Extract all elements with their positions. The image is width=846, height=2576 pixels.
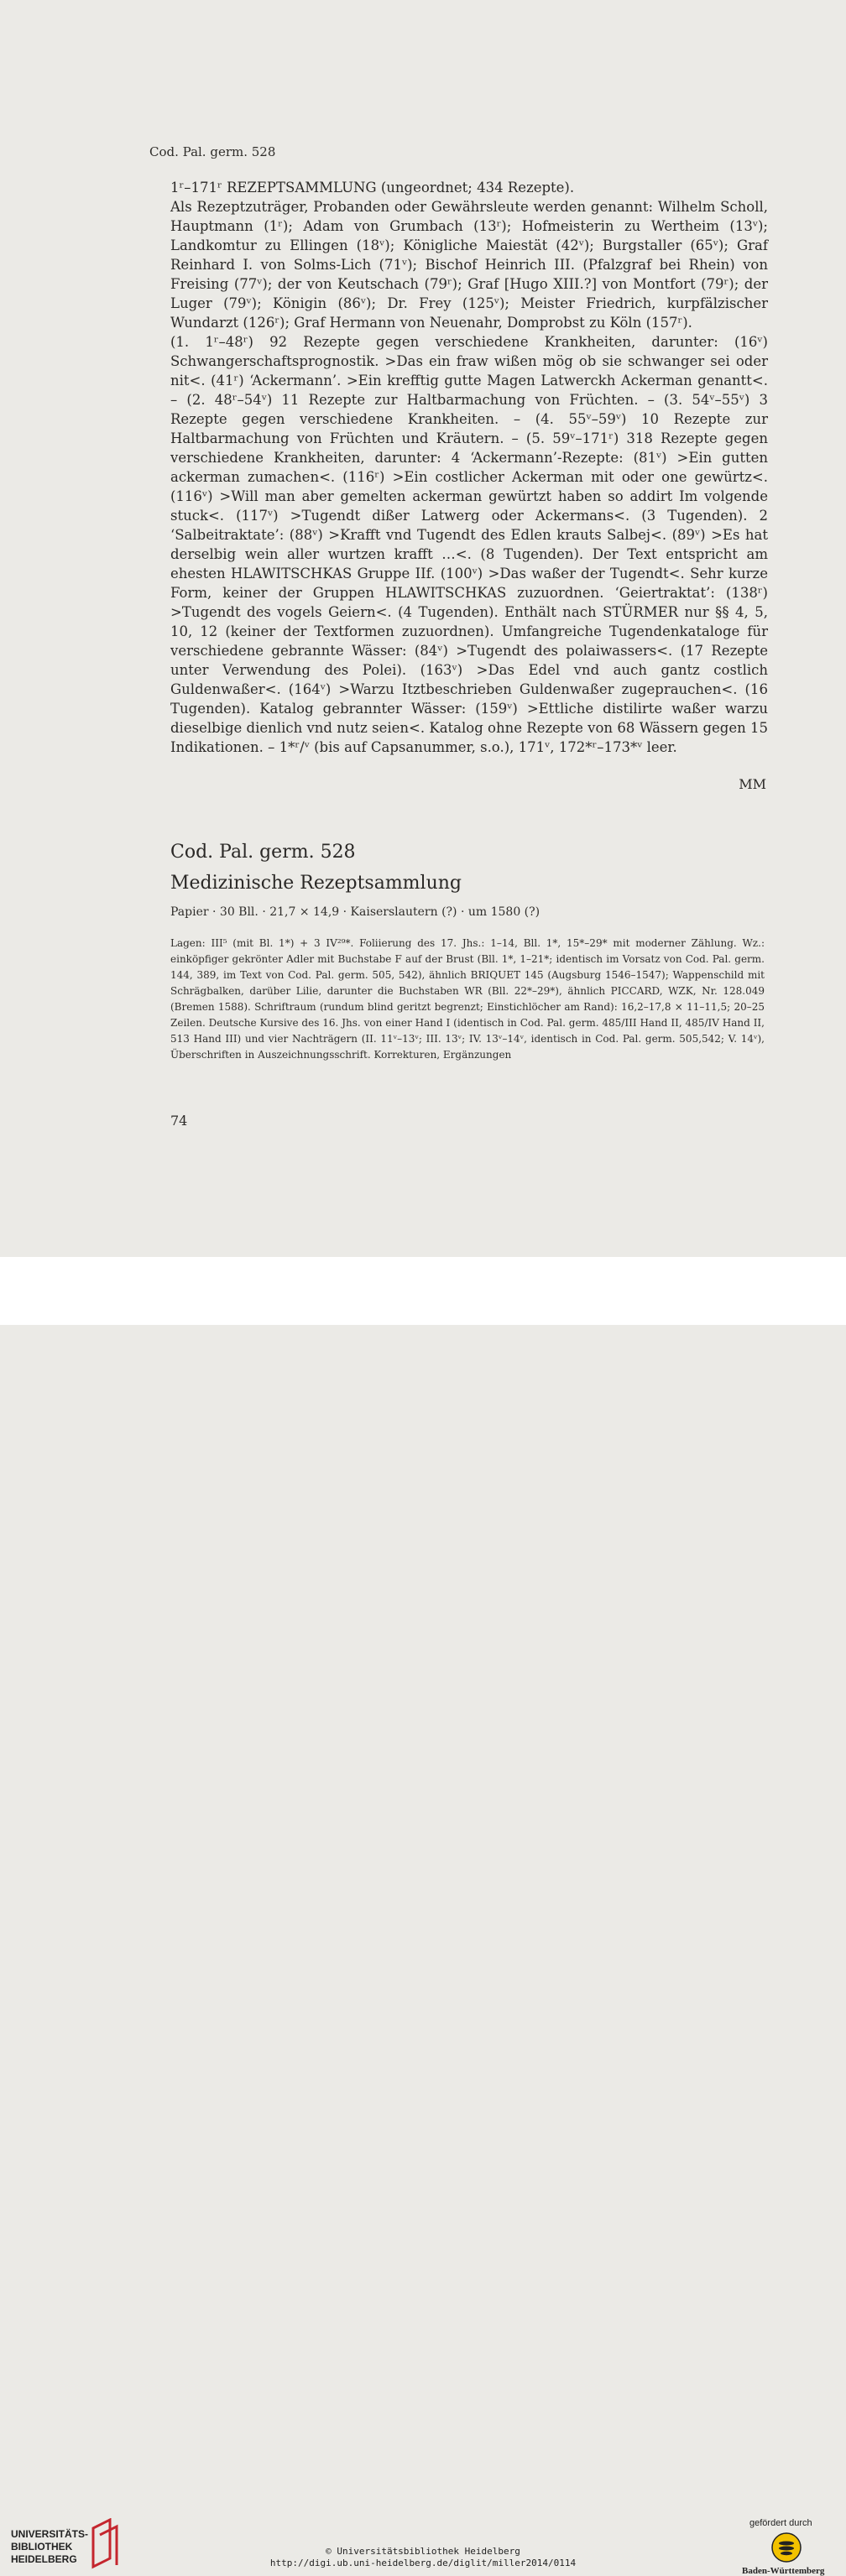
footer-bar [0, 1257, 846, 2576]
funder-name: Baden-Württemberg [742, 2566, 825, 2576]
codicology-description: Lagen: III⁵ (mit Bl. 1*) + 3 IV²⁹*. Foliierung des 17. Jhs.: 1–14, Bll. 1*, 15*–29* mit moderner Zählung. Wz.: einköpfiger gekrönter Adler mit Buchstabe F auf der Brust (Bll. 1*, 1–21*; identisch im Vorsatz von Cod. Pal. germ. 144, 389, im Text von Cod. Pal. germ. 505, 542), ähnlich BRIQUET 145 (Augsburg 1546–1547); Wappenschild mit Schrägbalken, darüber Lilie, darunter die Buchstaben WR (Bll. 22*–29*), ähnlich PICCARD, WZK, Nr. 128.049 (Bremen 1588). Schriftraum (rundum blind geritzt begrenzt; Einstichlöcher am Rand): 16,2–17,8 × 11–11,5; 20–25 Zeilen. Deutsche Kursive des 16. Jhs. von einer Hand I (identisch in Cod. Pal. germ. 485/III Hand II, 485/IV Hand II, 513 Hand III) und vier Nachträgern (II. 11ᵛ–13ᵛ; III. 13ᵛ; IV. 13ᵛ–14ᵛ, identisch in Cod. Pal. germ. 505,542; V. 14ᵛ), Überschriften in Auszeichnungsschrift. Korrekturen, Ergänzungen [170, 937, 765, 1061]
logo-line-1: UNIVERSITÄTS- [11, 2528, 89, 2540]
logo-line-2: BIBLIOTHEK [11, 2541, 73, 2553]
manuscript-meta: Papier · 30 Bll. · 21,7 × 14,9 · Kaiserslautern (?) · um 1580 (?) [170, 905, 540, 919]
copyright-notice [0, 2546, 846, 2569]
page-number: 74 [170, 1113, 188, 1129]
permalink[interactable]: http://digi.ub.uni-heidelberg.de/diglit/miller2014/0114 [269, 2558, 577, 2568]
entry-heading: 1ʳ–171ʳ REZEPTSAMMLUNG (ungeordnet; 434 Rezepte). [170, 180, 575, 196]
contents-paragraph: (1. 1ʳ–48ʳ) 92 Rezepte gegen verschiedene Krankheiten, darunter: (16ᵛ) Schwangerschaftsprognostik. >Das ein fraw wißen mög ob sie schwanger sei oder nit<. (41ʳ) ‘Ackermann’. >Ein krefftig gutte Magen Latwerckh Ackerman genantt<. – (2. 48ʳ–54ᵛ) 11 Rezepte zur Haltbarmachung von Früchten. – (3. 54ᵛ–55ᵛ) 3 Rezepte gegen verschiedene Krankheiten. – (4. 55ᵛ–59ᵛ) 10 Rezepte zur Haltbarmachung von Früchten und Kräutern. – (5. 59ᵛ–171ʳ) 318 Rezepte gegen verschiedene Krankheiten, darunter: 4 ‘Ackermann’-Rezepte: (81ᵛ) >Ein gutten ackerman zumachen<. (116ʳ) >Ein costlicher Ackerman mit oder one gewürtz<. (116ᵛ) >Will man aber gemelten ackerman gewürtzt haben so addirt Im volgende stuck<. (117ᵛ) >Tugendt dißer Latwerg oder Ackermans<. (3 Tugenden). 2 ‘Salbeitraktate’: (88ᵛ) >Krafft vnd Tugendt des Edlen krauts Salbej<. (89ᵛ) >Es hat derselbig wein aller wurtzen krafft …<. (8 Tugenden). Der Text entspricht am ehesten HLAWITSCHKAS Gruppe IIf. (100ᵛ) >Das waßer der Tugendt<. Sehr kurze Form, keiner der Gruppen HLAWITSCHKAS zuzuordnen. ‘Geiertraktat’: (138ʳ) >Tugendt des vogels Geiern<. (4 Tugenden). Enthält nach STÜRMER nur §§ 4, 5, 10, 12 (keiner der Textformen zuzuordnen). Umfangreiche Tugendenkataloge für verschiedene gebrannte Wässer: (84ᵛ) >Tugendt des polaiwassers<. (17 Rezepte unter Verwendung des Polei). (163ᵛ) >Das Edel vnd auch gantz costlich Guldenwaßer<. (164ᵛ) >Warzu Itztbeschrieben Guldenwaßer zugeprauchen<. (16 Tugenden). Katalog gebrannter Wässer: (159ᵛ) >Ettliche distilirte waßer warzu dieselbige dienlich vnd nutz seien<. Katalog ohne Rezepte von 68 Wässern gegen 15 Indikationen. – 1*ʳ/ᵛ (bis auf Capsanummer, s.o.), 171ᵛ, 172*ʳ–173*ᵛ leer. [170, 334, 768, 755]
logo-line-3: HEIDELBERG [11, 2553, 77, 2565]
running-head: Cod. Pal. germ. 528 [149, 144, 276, 159]
manuscript-subtitle: Medizinische Rezeptsammlung [170, 873, 462, 894]
contributors-paragraph: Als Rezeptzuträger, Probanden oder Gewährsleute werden genannt: Wilhelm Scholl, Hauptmann (1ʳ); Adam von Grumbach (13ʳ); Hofmeisterin zu Wertheim (13ᵛ); Landkomtur zu Ellingen (18ᵛ); Königliche Maiestät (42ᵛ); Burgstaller (65ᵛ); Graf Reinhard I. von Solms-Lich (71ᵛ); Bischof Heinrich III. (Pfalzgraf bei Rhein) von Freising (77ᵛ); der von Keutschach (79ʳ); Graf [Hugo XIII.?] von Montfort (79ʳ); der Luger (79ᵛ); Königin (86ᵛ); Dr. Frey (125ᵛ); Meister Friedrich, kurpfälzischer Wundarzt (126ʳ); Graf Hermann von Neuenahr, Domprobst zu Köln (157ʳ). [170, 199, 768, 331]
funder-label: gefördert durch [749, 2518, 812, 2528]
copyright-text: © Universitätsbibliothek Heidelberg [326, 2546, 520, 2557]
baden-wuerttemberg-crest-icon [770, 2532, 802, 2563]
manuscript-title: Cod. Pal. germ. 528 [170, 842, 356, 863]
catalog-entry-text [170, 178, 768, 757]
author-initials: MM [739, 776, 766, 792]
scanned-page [0, 0, 846, 1257]
